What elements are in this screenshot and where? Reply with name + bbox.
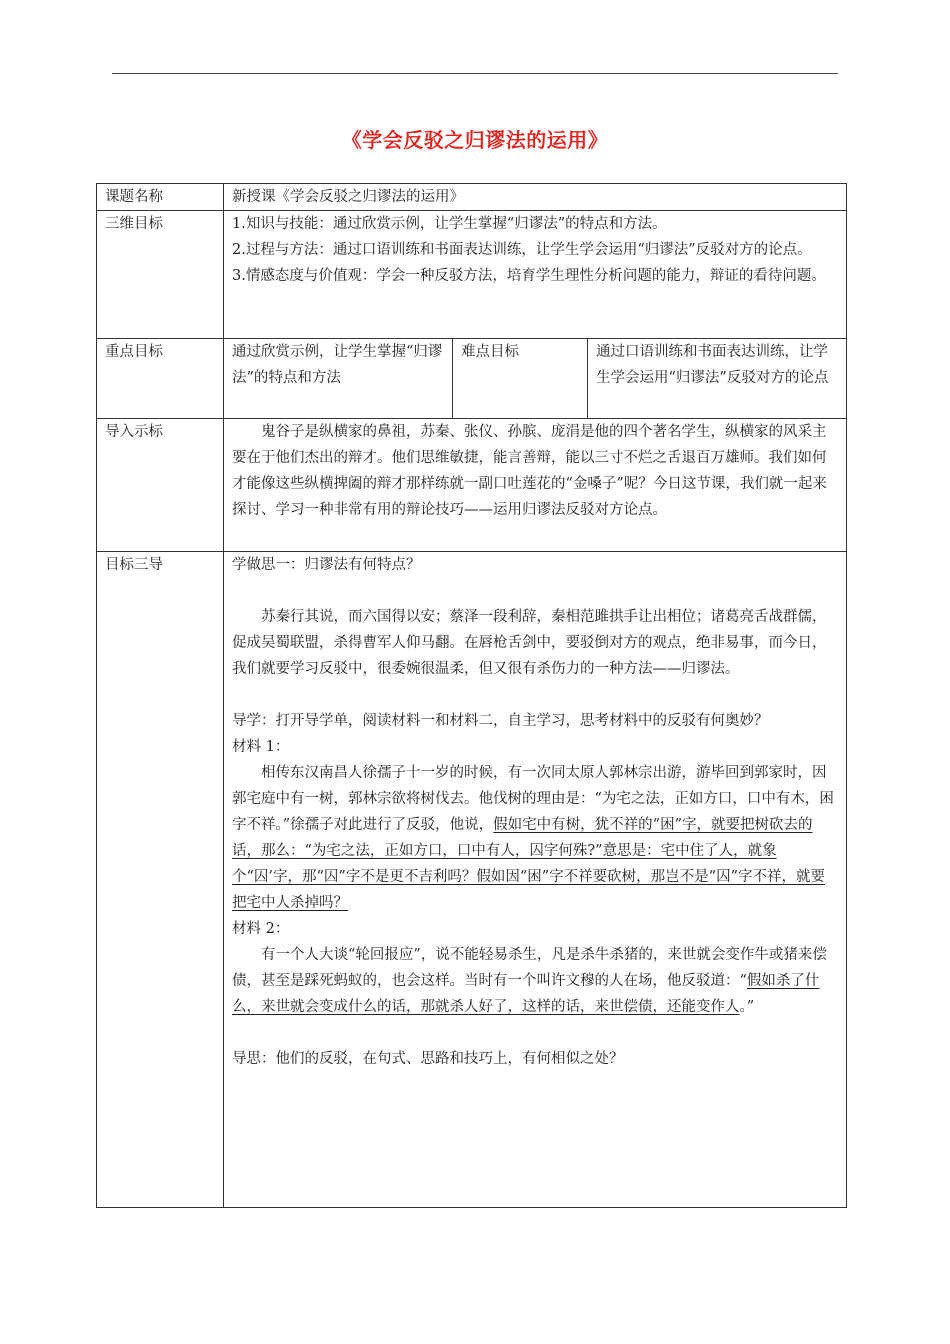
difficulty-goal-value: 通过口语训练和书面表达训练，让学生学会运用“归谬法”反驳对方的论点 [588,339,847,419]
material1-label: 材料 1： [232,739,290,755]
think-text: 导思：他们的反驳，在句式、思路和技巧上，有何相似之处？ [232,1051,624,1067]
spacer [232,1020,838,1046]
intro-content [224,419,847,552]
goals-content [224,211,847,339]
intro-paragraph: 苏秦行其说，而六国得以安；蔡泽一段利辞，秦相范雎拱手让出相位；诸葛亮舌战群儒，促成吴蜀联盟，杀得曹军人仰马翻。在唇枪舌剑中，要驳倒对方的观点，绝非易事，而今日，我们就要学习反驳中，很委婉很温柔，但又很有杀伤力的一种方法——归谬法。 [232,609,827,677]
material2-underlined-text: 假如杀了什么，来世就会变成什么的话，那就杀人好了，这样的话，来世偿债，还能变作人 [232,973,820,1015]
difficulty-goal-label: 难点目标 [453,339,588,419]
intro-label: 导入示标 [97,419,224,552]
material1-underlined-text: 假如宅中有树，犹不祥的“困”字，就要把树砍去的话，那么：“为宅之法，正如方口，口中有人，囚字何殊?”意思是：宅中住了人，就象个“囚’字，那“囚”字不是更不吉利吗？假如因“困”字不祥要砍树，那岂不是“囚”字不祥，就要把宅中人杀掉吗？ [232,817,825,911]
material2-paragraph [232,942,838,1020]
key-goal-value: 通过欣赏示例，让学生掌握“归谬法”的特点和方法 [224,339,453,419]
material2-end: 。” [739,999,755,1015]
goal-knowledge: 1.知识与技能：通过欣赏示例，让学生掌握“归谬法”的特点和方法。 [232,216,667,232]
lesson-plan-table [96,183,847,1208]
goals-row [97,211,847,339]
main-label: 目标三导 [97,552,224,1208]
material2-label: 材料 2： [232,921,290,937]
course-name-row [97,184,847,211]
header-rule [112,73,838,74]
focus-row [97,339,847,419]
guide-text: 导学：打开导学单，阅读材料一和材料二，自主学习，思考材料中的反驳有何奥妙？ [232,713,769,729]
main-row [97,552,847,1208]
material1-paragraph [232,760,838,916]
course-name-label: 课题名称 [97,184,224,211]
main-content [224,552,847,1208]
intro-text: 鬼谷子是纵横家的鼻祖，苏秦、张仪、孙膑、庞涓是他的四个著名学生，纵横家的风采主要在于他们杰出的辩才。他们思维敏捷，能言善辩，能以三寸不烂之舌退百万雄师。我们如何才能像这些纵横捭阖的辩才那样练就一副口吐莲花的“金嗓子”呢？今日这节课，我们就一起来探讨、学习一种非常有用的辩论技巧——运用归谬法反驳对方论点。 [232,424,827,518]
course-name-value: 新授课《学会反驳之归谬法的运用》 [224,184,847,211]
goal-attitude: 3.情感态度与价值观：学会一种反驳方法，培育学生理性分析问题的能力，辩证的看待问题。 [232,268,826,284]
key-goal-label: 重点目标 [97,339,224,419]
spacer [232,682,838,708]
document-title: 《学会反驳之归谬法的运用》 [341,128,609,152]
intro-row [97,419,847,552]
goal-process: 2.过程与方法：通过口语训练和书面表达训练，让学生学会运用“归谬法”反驳对方的论点。 [232,242,812,258]
spacer [232,578,838,604]
section-heading: 学做思一：归谬法有何特点？ [232,557,421,573]
goals-label: 三维目标 [97,211,224,339]
material1-text: 相传东汉南昌人徐孺子十一岁的时候，有一次同太原人郭林宗出游，游毕回到郭家时，因郭宅庭中有一树，郭林宗欲将树伐去。他伐树的理由是：“为宅之法，正如方口，口中有木，困字不祥。”徐孺子对此进行了反驳，他说， [232,765,834,833]
material2-text: 有一个人大谈“轮回报应”，说不能轻易杀生，凡是杀牛杀猪的，来世就会变作牛或猪来偿债，甚至是踩死蚂蚁的，也会这样。当时有一个叫许文穆的人在场，他反驳道：“ [232,947,827,989]
